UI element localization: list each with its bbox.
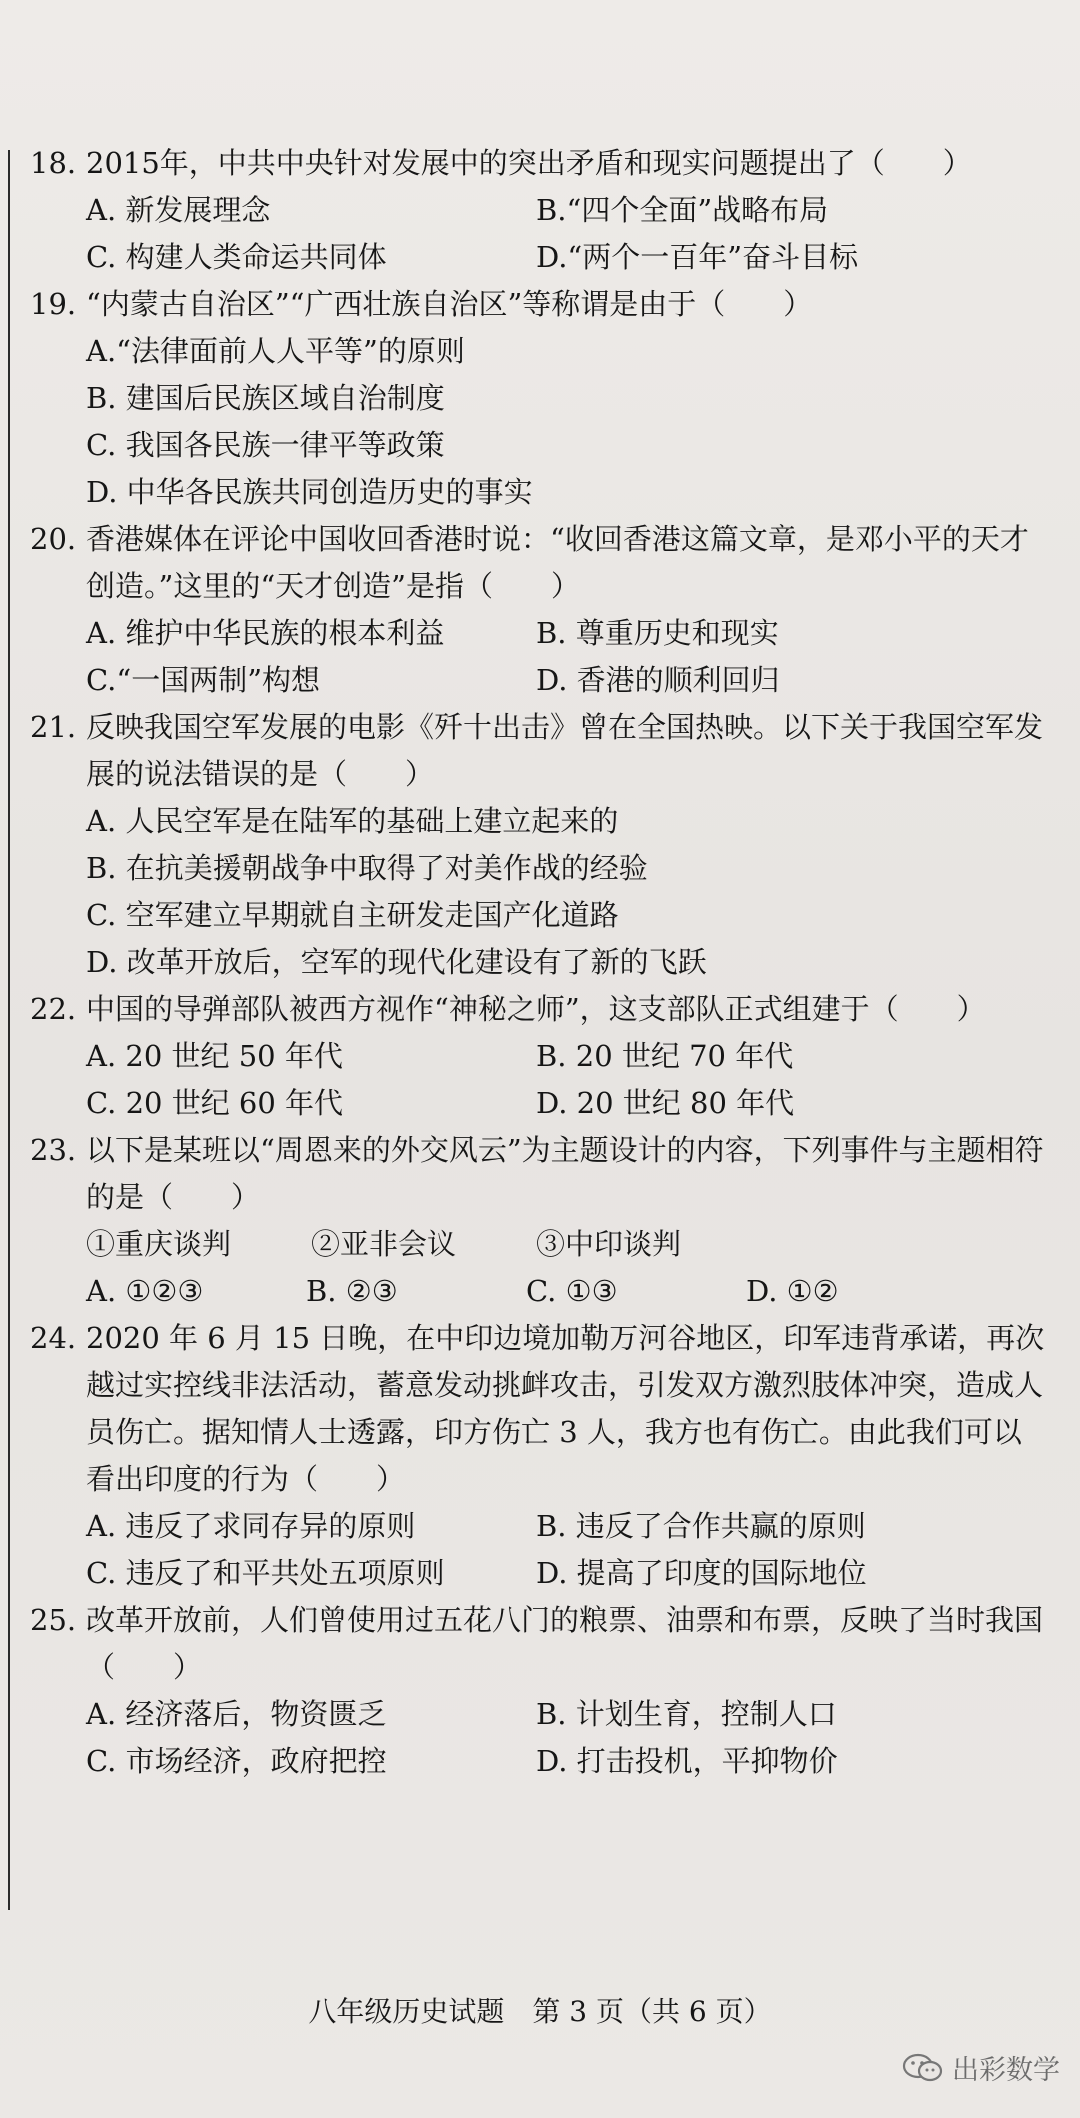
stem-text: 香港媒体在评论中国收回香港时说：“收回香港这篇文章，是邓小平的天才创造。”这里的“天才创造”是指（ ） <box>86 522 1029 603</box>
option-d: D. 20 世纪 80 年代 <box>536 1086 795 1120</box>
question-number: 19. <box>30 287 77 321</box>
question-number: 18. <box>30 146 77 180</box>
option-b: B.“四个全面”战略布局 <box>536 193 829 227</box>
question-list <box>30 140 1050 1785</box>
event-item-1: ①重庆谈判 <box>86 1227 232 1261</box>
question-stem <box>30 1597 1050 1691</box>
question-21 <box>30 704 1050 986</box>
option-d: D. ①② <box>746 1274 839 1308</box>
question-stem <box>30 1315 1050 1503</box>
stem-text: “内蒙古自治区”“广西壮族自治区”等称谓是由于（ ） <box>86 287 813 321</box>
option-b: B. 建国后民族区域自治制度 <box>86 381 445 415</box>
option-a: A.“法律面前人人平等”的原则 <box>86 334 465 368</box>
question-number: 21. <box>30 710 77 744</box>
option-a: A. 20 世纪 50 年代 <box>86 1039 343 1073</box>
question-24 <box>30 1315 1050 1597</box>
question-number: 22. <box>30 992 77 1026</box>
option-d: D. 改革开放后，空军的现代化建设有了新的飞跃 <box>86 945 707 979</box>
option-c: C. 违反了和平共处五项原则 <box>86 1556 445 1590</box>
stem-text: 中国的导弹部队被西方视作“神秘之师”，这支部队正式组建于（ ） <box>86 992 986 1026</box>
option-a: A. 维护中华民族的根本利益 <box>86 616 445 650</box>
option-d: D. 打击投机，平抑物价 <box>536 1744 838 1778</box>
option-list <box>30 328 1050 516</box>
option-a: A. 经济落后，物资匮乏 <box>86 1697 387 1731</box>
question-20 <box>30 516 1050 704</box>
question-22 <box>30 986 1050 1127</box>
question-stem <box>30 1127 1050 1221</box>
option-c: C. 构建人类命运共同体 <box>86 240 387 274</box>
stem-text: 2015年，中共中央针对发展中的突出矛盾和现实问题提出了（ ） <box>86 146 972 180</box>
option-b: B. 计划生育，控制人口 <box>536 1697 837 1731</box>
option-d: D.“两个一百年”奋斗目标 <box>536 240 859 274</box>
option-list <box>30 798 1050 986</box>
option-a: A. 新发展理念 <box>86 193 271 227</box>
event-item-2: ②亚非会议 <box>311 1227 457 1261</box>
option-row <box>30 234 1050 281</box>
option-a: A. 人民空军是在陆军的基础上建立起来的 <box>86 804 619 838</box>
watermark-text: 出彩数学 <box>952 2055 1060 2086</box>
option-c: C. 空军建立早期就自主研发走国产化道路 <box>86 898 619 932</box>
stem-text: 以下是某班以“周恩来的外交风云”为主题设计的内容，下列事件与主题相符的是（ ） <box>86 1133 1044 1214</box>
question-stem <box>30 281 1050 328</box>
option-b: B. 尊重历史和现实 <box>536 616 779 650</box>
option-c: C. 我国各民族一律平等政策 <box>86 428 445 462</box>
margin-rule <box>8 150 10 1910</box>
option-row <box>30 1268 1050 1315</box>
option-a: A. ①②③ <box>86 1274 204 1308</box>
option-c: C. ①③ <box>526 1274 618 1308</box>
stem-text: 2020 年 6 月 15 日晚，在中印边境加勒万河谷地区，印军违背承诺，再次越过实控线非法活动，蓄意发动挑衅攻击，引发双方激烈肢体冲突，造成人员伤亡。据知情人士透露，印方伤亡 3 人，我方也有伤亡。由此我们可以看出印度的行为（ ） <box>86 1321 1045 1496</box>
option-row <box>30 1033 1050 1080</box>
option-c: C. 20 世纪 60 年代 <box>86 1086 344 1120</box>
option-d: D. 中华各民族共同创造历史的事实 <box>86 475 533 509</box>
question-number: 20. <box>30 522 77 556</box>
option-row <box>30 1550 1050 1597</box>
question-25 <box>30 1597 1050 1785</box>
option-row <box>30 657 1050 704</box>
question-18 <box>30 140 1050 281</box>
event-item-3: ③中印谈判 <box>536 1227 682 1261</box>
question-19 <box>30 281 1050 516</box>
option-c: C.“一国两制”构想 <box>86 663 321 697</box>
option-d: D. 提高了印度的国际地位 <box>536 1556 867 1590</box>
page-footer: 八年级历史试题 第 3 页（共 6 页） <box>308 1995 772 2028</box>
question-number: 23. <box>30 1133 77 1167</box>
stem-text: 改革开放前，人们曾使用过五花八门的粮票、油票和布票，反映了当时我国（ ） <box>86 1603 1044 1684</box>
watermark <box>902 2048 1060 2087</box>
stem-text: 反映我国空军发展的电影《歼十出击》曾在全国热映。以下关于我国空军发展的说法错误的是（ ） <box>86 710 1044 791</box>
question-number: 25. <box>30 1603 77 1637</box>
option-b: B. 违反了合作共赢的原则 <box>536 1509 866 1543</box>
option-b: B. 在抗美援朝战争中取得了对美作战的经验 <box>86 851 648 885</box>
question-stem <box>30 704 1050 798</box>
option-c: C. 市场经济，政府把控 <box>86 1744 387 1778</box>
question-number: 24. <box>30 1321 77 1355</box>
question-stem <box>30 986 1050 1033</box>
option-b: B. ②③ <box>306 1274 398 1308</box>
option-row <box>30 187 1050 234</box>
question-23 <box>30 1127 1050 1315</box>
question-stem <box>30 140 1050 187</box>
option-row <box>30 1691 1050 1738</box>
event-items <box>30 1221 1050 1268</box>
option-row <box>30 610 1050 657</box>
option-row <box>30 1080 1050 1127</box>
wechat-icon <box>902 2052 944 2084</box>
option-a: A. 违反了求同存异的原则 <box>86 1509 416 1543</box>
option-row <box>30 1503 1050 1550</box>
option-d: D. 香港的顺利回归 <box>536 663 780 697</box>
option-b: B. 20 世纪 70 年代 <box>536 1039 794 1073</box>
option-row <box>30 1738 1050 1785</box>
question-stem <box>30 516 1050 610</box>
